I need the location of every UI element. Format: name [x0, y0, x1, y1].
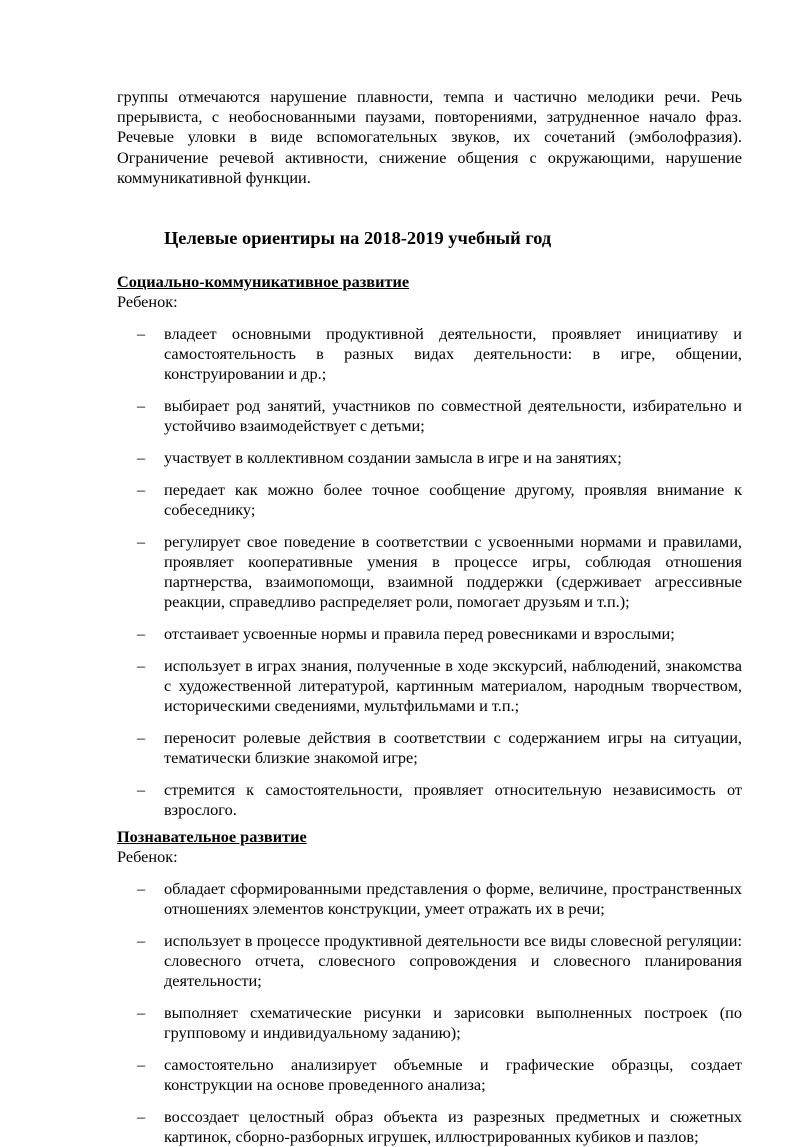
list-item-text: регулирует свое поведение в соответствии с усвоенными нормами и правилами, проявляет кооперативные умения в процессе игры, соблюдая отношения партнерства, взаимопомощи, взаимной поддержки (сдерживает агрессивные реакции, справедливо распределяет роли, помогает друзьям и т.п.); — [164, 531, 742, 612]
list-item — [117, 532, 742, 613]
dash-bullet: – — [137, 448, 146, 468]
intro-paragraph: группы отмечаются нарушение плавности, темпа и частично мелодики речи. Речь прерывиста, с необоснованными паузами, повторениями, затрудненное начало фраз. Речевые уловки в виде вспомогательных звуков, их сочетаний (эмболофразия). Ограничение речевой активности, снижение общения с окружающими, нарушение коммуникативной функции. — [117, 87, 742, 187]
list-item-text: использует в процессе продуктивной деятельности все виды словесной регуляции: словесного отчета, словесного сопровождения и словесного планирования деятельности; — [164, 930, 742, 991]
child-label: Ребенок: — [117, 847, 178, 867]
dash-bullet: – — [137, 479, 146, 499]
document-page — [117, 87, 742, 1147]
dash-bullet: – — [137, 396, 146, 416]
list-item-text: отстаивает усвоенные нормы и правила перед ровесниками и взрослыми; — [164, 623, 675, 643]
list-item — [117, 396, 742, 436]
list-item — [117, 879, 742, 919]
dash-bullet: – — [137, 1003, 146, 1023]
list-item-text: самостоятельно анализирует объемные и графические образцы, создает конструкции на основе проведенного анализа; — [164, 1055, 742, 1095]
list-item — [117, 324, 742, 385]
list-item-text: передает как можно более точное сообщение другому, проявляя внимание к собеседнику; — [164, 479, 742, 519]
list-item — [117, 1107, 742, 1147]
list-item — [117, 480, 742, 520]
dash-bullet: – — [137, 879, 146, 899]
section-social-communicative — [117, 272, 742, 820]
dash-bullet: – — [137, 1106, 146, 1126]
list-item-text: обладает сформированными представления о форме, величине, пространственных отношениях элементов конструкции, умеет отражать их в речи; — [164, 879, 742, 919]
dash-bullet: – — [137, 779, 146, 799]
list-item-text: воссоздает целостный образ объекта из разрезных предметных и сюжетных картинок, сборно-разборных игрушек, иллюстрированных кубиков и пазлов; — [164, 1106, 742, 1147]
bullet-list — [117, 879, 742, 1147]
list-item — [117, 448, 742, 468]
dash-bullet: – — [137, 727, 146, 747]
list-item — [117, 931, 742, 992]
list-item — [117, 728, 742, 768]
list-item-text: владеет основными продуктивной деятельности, проявляет инициативу и самостоятельность в разных видах деятельности: в игре, общении, конструировании и др.; — [164, 324, 742, 384]
section-heading: Социально-коммуникативное развитие — [117, 272, 410, 292]
list-item-text: участвует в коллективном создании замысла в игре и на занятиях; — [164, 448, 622, 468]
section-heading: Познавательное развитие — [117, 827, 307, 847]
dash-bullet: – — [137, 930, 146, 950]
list-item-text: выполняет схематические рисунки и зарисовки выполненных построек (по групповому и индивидуальному заданию); — [164, 1003, 742, 1043]
list-item-text: стремится к самостоятельности, проявляет относительную независимость от взрослого. — [164, 779, 742, 819]
list-item-text: выбирает род занятий, участников по совместной деятельности, избирательно и устойчиво взаимодействует с детьми; — [164, 396, 742, 436]
list-item-text: использует в играх знания, полученные в ходе экскурсий, наблюдений, знакомства с художественной литературой, картинным материалом, народным творчеством, историческими сведениями, мультфильмами и т.п.; — [164, 655, 742, 716]
list-item — [117, 780, 742, 820]
dash-bullet: – — [137, 655, 146, 675]
dash-bullet: – — [137, 623, 146, 643]
child-label: Ребенок: — [117, 292, 178, 312]
list-item — [117, 1055, 742, 1095]
dash-bullet: – — [137, 1055, 146, 1074]
dash-bullet: – — [137, 324, 146, 344]
goals-title: Целевые ориентиры на 2018-2019 учебный год — [164, 228, 552, 249]
section-cognitive — [117, 827, 742, 1147]
list-item — [117, 656, 742, 717]
dash-bullet: – — [137, 531, 146, 551]
bullet-list — [117, 324, 742, 820]
list-item — [117, 624, 742, 644]
list-item — [117, 1003, 742, 1043]
list-item-text: переносит ролевые действия в соответствии с содержанием игры на ситуации, тематически близкие знакомой игре; — [164, 727, 742, 767]
